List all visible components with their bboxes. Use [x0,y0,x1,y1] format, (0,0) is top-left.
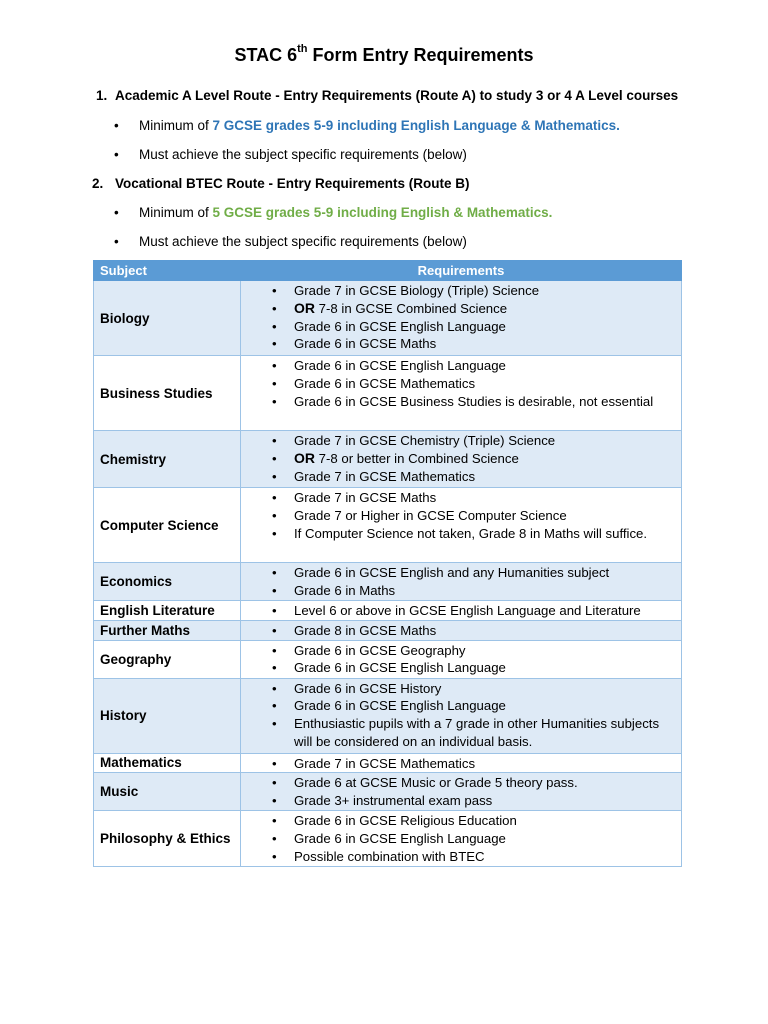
requirement-text: Grade 7 in GCSE Mathematics [294,468,476,484]
bullet-icon: • [114,234,119,249]
requirement-item [241,564,681,582]
requirements-list [241,812,681,865]
subject-cell: Economics [94,563,241,601]
route-a-subject-bullet [114,146,467,164]
requirement-item [241,450,681,468]
requirement-text: Grade 7 in GCSE Mathematics [294,755,476,771]
table-row [94,431,682,488]
subject-cell: Chemistry [94,431,241,488]
subject-cell: Further Maths [94,620,241,640]
requirement-text: Grade 6 in Maths [294,582,396,598]
title-suffix: Form Entry Requirements [307,45,534,65]
requirement-item [241,335,681,353]
requirement-item [241,792,681,810]
requirement-item [241,393,681,411]
requirement-text: Grade 6 in GCSE English and any Humanities subject [294,565,610,580]
requirements-list [241,564,681,600]
requirement-text: If Computer Science not taken, Grade 8 in Maths will suffice. [294,525,648,541]
route-a-heading [96,87,678,105]
requirements-list [241,357,681,410]
requirements-cell [241,356,682,431]
requirement-item [241,848,681,866]
requirement-text: Grade 6 in GCSE Maths [294,336,437,352]
title-superscript: th [297,43,308,55]
requirement-item [241,300,681,318]
requirement-text: Grade 6 in GCSE Religious Education [294,813,517,829]
requirement-text: Grade 3+ instrumental exam pass [294,793,493,809]
requirement-item [241,697,681,715]
requirements-cell [241,678,682,753]
requirement-item [241,582,681,600]
route-b-minimum-prefix: Minimum of [139,205,213,220]
requirements-list [241,774,681,810]
requirements-cell [241,773,682,811]
route-b-heading [92,175,470,193]
requirements-list [241,282,681,353]
requirement-text: Enthusiastic pupils with a 7 grade in other Humanities subjects will be considered on an individual basis. [294,716,660,749]
table-row [94,281,682,356]
requirements-cell [241,753,682,773]
route-b-subject-bullet [114,233,467,251]
requirement-item [241,642,681,660]
route-b-heading-text: Vocational BTEC Route - Entry Requirements (Route B) [115,176,470,191]
bullet-icon: • [114,118,119,133]
requirement-text: Grade 7 in GCSE Biology (Triple) Science [294,283,540,298]
table-row [94,773,682,811]
requirements-list [241,680,681,751]
requirements-list [241,432,681,485]
requirement-item [241,755,681,773]
requirement-item [241,659,681,677]
subject-column-header: Subject [94,261,241,281]
requirement-item [241,507,681,525]
table-row [94,811,682,866]
requirements-cell [241,620,682,640]
requirement-item [241,680,681,698]
subject-cell: Geography [94,640,241,678]
table-row [94,620,682,640]
requirement-text: Grade 8 in GCSE Maths [294,622,437,638]
requirement-text: Grade 6 in GCSE English Language [294,698,506,714]
table-row [94,356,682,431]
route-a-minimum-bullet [114,117,620,135]
requirement-text: Possible combination with BTEC [294,848,485,864]
requirements-cell [241,488,682,563]
table-row [94,640,682,678]
requirement-text: Level 6 or above in GCSE English Language and Literature [294,603,641,618]
route-b-minimum-bullet [114,204,553,222]
requirements-list [241,755,681,773]
requirement-item [241,432,681,450]
requirement-item [241,525,681,543]
requirements-list [241,622,681,640]
requirement-item [241,468,681,486]
requirements-table [93,260,682,867]
requirement-text: Grade 6 in GCSE English Language [294,831,506,847]
requirement-text: 7-8 or better in Combined Science [315,450,519,466]
requirement-text: Grade 7 in GCSE Chemistry (Triple) Science [294,433,556,448]
requirement-item [241,318,681,336]
table-body [94,281,682,867]
requirements-cell [241,563,682,601]
requirement-text: Grade 7 in GCSE Maths [294,490,437,505]
subject-cell: Biology [94,281,241,356]
requirement-text: Grade 6 at GCSE Music or Grade 5 theory pass. [294,775,578,791]
requirement-item [241,602,681,620]
subject-cell: Computer Science [94,488,241,563]
subject-cell: Music [94,773,241,811]
requirement-text: Grade 7 or Higher in GCSE Computer Science [294,507,567,523]
subject-cell: Mathematics [94,753,241,773]
table-header-row [94,261,682,281]
requirement-text: Grade 6 in GCSE English Language [294,358,506,373]
requirement-text: Grade 6 in GCSE English Language [294,318,506,334]
route-a-minimum-highlight: 7 GCSE grades 5-9 including English Language & Mathematics. [212,118,620,133]
requirement-text: 7-8 in GCSE Combined Science [315,300,508,316]
table-row [94,601,682,621]
requirements-cell [241,281,682,356]
subject-cell: English Literature [94,601,241,621]
table-row [94,488,682,563]
title-prefix: STAC 6 [234,45,298,65]
requirement-text: Grade 6 in GCSE Geography [294,642,466,658]
requirement-text: Grade 6 in GCSE English Language [294,660,506,676]
route-a-heading-text: Academic A Level Route - Entry Requirements (Route A) to study 3 or 4 A Level courses [115,88,679,103]
route-a-subject-text: Must achieve the subject specific requirements (below) [139,147,467,162]
requirements-list [241,489,681,542]
bullet-icon: • [114,205,119,220]
requirement-text: Grade 6 in GCSE History [294,680,442,696]
route-b-subject-text: Must achieve the subject specific requirements (below) [139,234,467,249]
requirements-cell [241,431,682,488]
table-row [94,678,682,753]
requirement-text: Grade 6 in GCSE Business Studies is desirable, not essential [294,393,654,409]
requirement-text: Grade 6 in GCSE Mathematics [294,375,476,391]
requirement-item [241,715,681,751]
subject-cell: Philosophy & Ethics [94,811,241,866]
route-b-number: 2. [92,176,104,191]
table-row [94,563,682,601]
requirements-cell [241,601,682,621]
subject-cell: Business Studies [94,356,241,431]
requirement-item [241,830,681,848]
page-title [0,43,768,67]
requirements-cell [241,640,682,678]
route-b-minimum-highlight: 5 GCSE grades 5-9 including English & Mathematics. [212,205,553,220]
requirement-item [241,357,681,375]
requirement-lead: OR [294,449,315,466]
requirements-list [241,602,681,620]
route-a-number: 1. [96,88,108,103]
requirement-lead: OR [294,299,315,316]
route-a-minimum-prefix: Minimum of [139,118,213,133]
subject-cell: History [94,678,241,753]
requirements-list [241,642,681,678]
requirement-item [241,622,681,640]
requirement-item [241,375,681,393]
requirements-column-header: Requirements [241,261,682,281]
requirement-item [241,489,681,507]
table-row [94,753,682,773]
requirements-cell [241,811,682,866]
requirement-item [241,774,681,792]
requirement-item [241,282,681,300]
requirement-item [241,812,681,830]
bullet-icon: • [114,147,119,162]
